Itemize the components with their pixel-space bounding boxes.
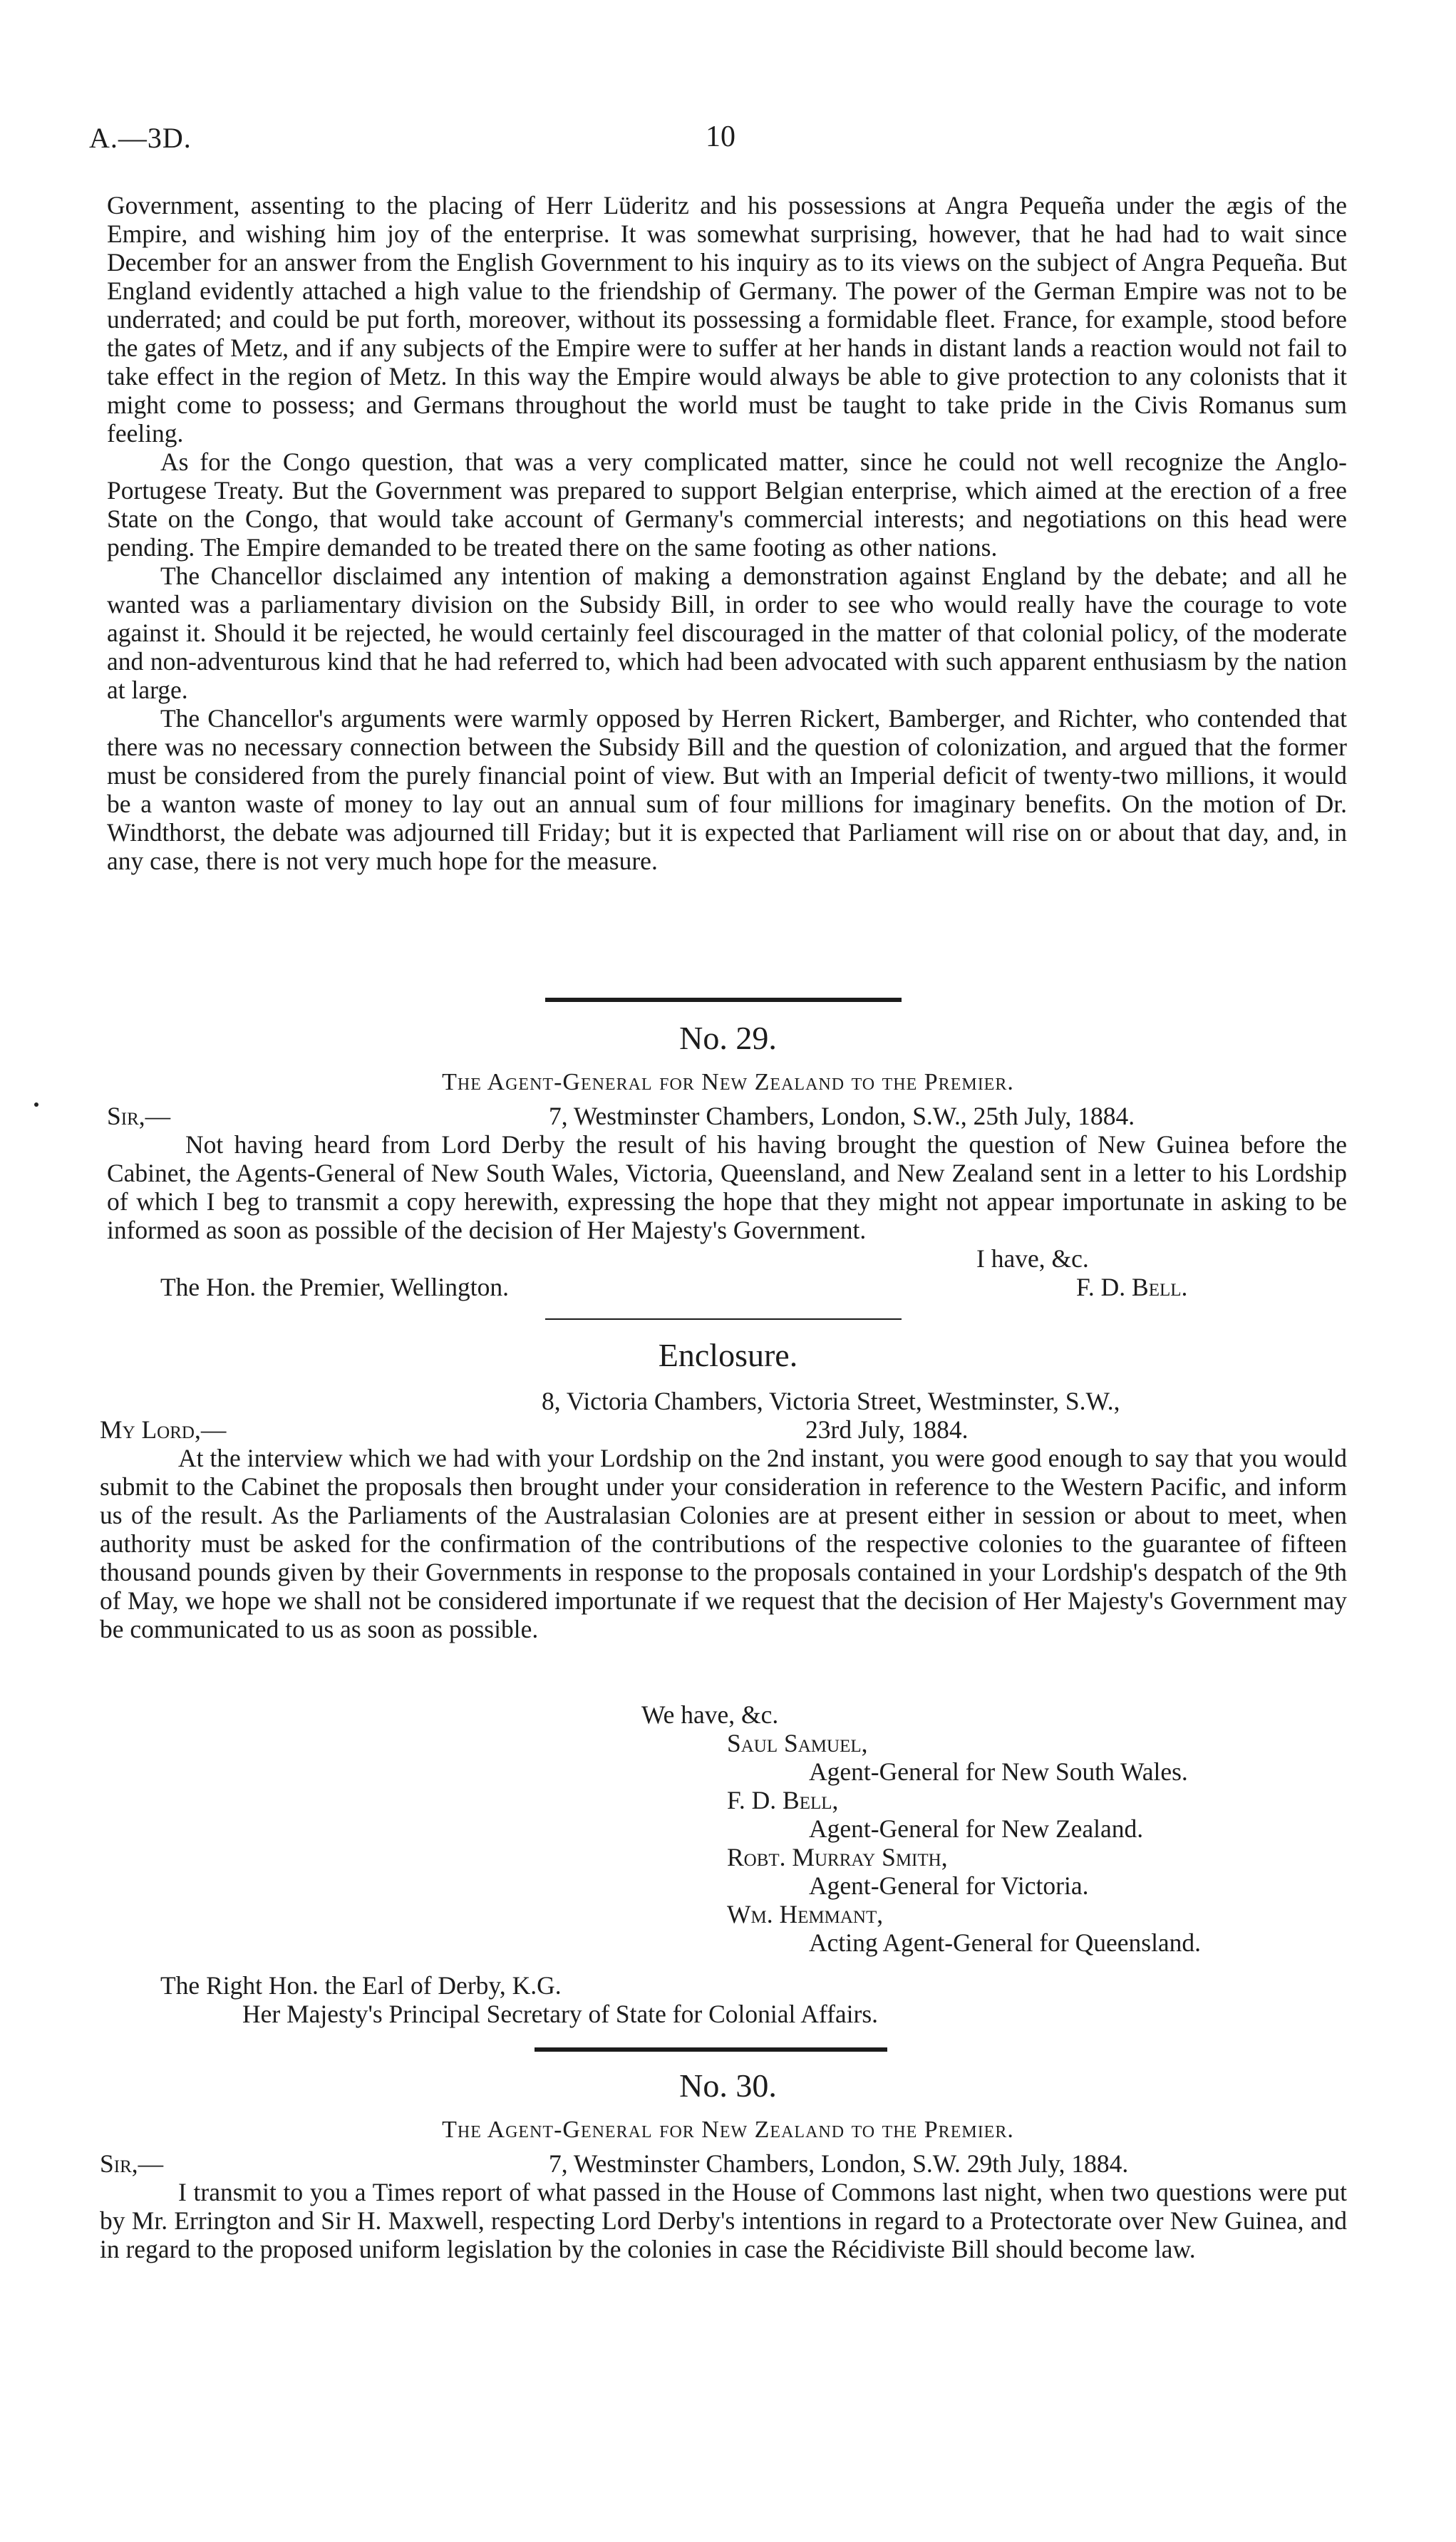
signatory-title: Agent-General for New South Wales. [809,1757,1188,1786]
paragraph: Not having heard from Lord Derby the result of his having brought the question of New Guinea before the Cabinet, the Agents-General of New South Wales, Victoria, Queensland, and New Zealand sent in a letter to his Lordship of which I beg to transmit a copy herewith, expressing the hope that they might not appear importunate in asking to be informed as soon as possible of the decision of Her Majesty's Government. [107,1130,1347,1244]
enclosure-address: 8, Victoria Chambers, Victoria Street, Westminster, S.W., [542,1387,1120,1415]
page-number: 10 [706,120,735,153]
letter-address: 7, Westminster Chambers, London, S.W., 25th July, 1884. [549,1102,1135,1130]
paragraph: At the interview which we had with your Lordship on the 2nd instant, you were good enough to say that you would submit to the Cabinet the proposals then brought under your consideration in reference to the Western Pacific, and inform us of the result. As the Parliaments of the Australasian Colonies are at present either in session or about to meet, when authority must be asked for the confirmation of the contributions of the respective colonies to the guarantee of fifteen thousand pounds given by their Governments in response to the proposals contained in your Lordship's despatch of the 9th of May, we hope we shall not be considered importunate if we request that the decision of Her Majesty's Government may be communicated to us as soon as possible. [100,1444,1347,1643]
enclosure-body [100,1444,1347,1643]
section-divider [545,1318,902,1320]
signatory-name: Saul Samuel, [727,1729,868,1757]
continuation-text [107,191,1347,875]
enclosure-heading: Enclosure. [658,1337,798,1373]
addressee: The Hon. the Premier, Wellington. [160,1273,510,1301]
paragraph: The Chancellor's arguments were warmly opposed by Herren Rickert, Bamberger, and Richter, who contended that there was no necessary connection between the Subsidy Bill and the question of colonization, and argued that the former must be considered from the purely financial point of view. But with an Imperial deficit of twenty-two millions, it would be a wanton waste of money to lay out an annual sum of four millions for imaginary benefits. On the motion of Dr. Windthorst, the debate was adjourned till Friday; but it is expected that Parliament will rise on or about that day, and, in any case, there is not very much hope for the measure. [107,704,1347,875]
signature: F. D. Bell. [1076,1273,1188,1301]
salutation: Sir,— [100,2149,164,2178]
letter-number: No. 30. [679,2067,777,2104]
addressee: The Right Hon. the Earl of Derby, K.G. [160,1971,562,2000]
letter-body [107,1130,1347,1244]
signatory-name: Wm. Hemmant, [727,1900,884,1928]
signatory-title: Acting Agent-General for Queensland. [809,1928,1202,1957]
salutation: My Lord,— [100,1415,227,1444]
section-divider [545,998,902,1002]
signatory-name: Robt. Murray Smith, [727,1843,948,1871]
addressee-title: Her Majesty's Principal Secretary of State for Colonial Affairs. [242,2000,879,2028]
letter-title: The Agent-General for New Zealand to the Premier. [442,1069,1014,1095]
enclosure-date: 23rd July, 1884. [805,1415,969,1444]
salutation: Sir,— [107,1102,171,1130]
margin-mark [34,1102,38,1107]
paragraph: I transmit to you a Times report of what passed in the House of Commons last night, when two questions were put by Mr. Errington and Sir H. Maxwell, respecting Lord Derby's intentions in regard to a Protectorate over New Guinea, and in regard to the proposed uniform legislation by the colonies in case the Récidiviste Bill should become law. [100,2178,1347,2263]
paragraph: The Chancellor disclaimed any intention of making a demonstration against England by the debate; and all he wanted was a parliamentary division on the Subsidy Bill, in order to see who would really have the courage to vote against it. Should it be rejected, he would certainly feel discouraged in the matter of that colonial policy, of the moderate and non-adventurous kind that he had referred to, which had been advocated with such apparent enthusiasm by the nation at large. [107,562,1347,704]
signatory-name: F. D. Bell, [727,1786,839,1814]
letter-address: 7, Westminster Chambers, London, S.W. 29th July, 1884. [549,2149,1129,2178]
signatory-title: Agent-General for Victoria. [809,1871,1089,1900]
closing: We have, &c. [641,1700,779,1729]
signatory-title: Agent-General for New Zealand. [809,1814,1144,1843]
letter-body [100,2178,1347,2263]
letter-title: The Agent-General for New Zealand to the Premier. [442,2117,1014,2143]
document-reference: A.—3D. [89,122,192,154]
letter-number: No. 29. [679,1020,777,1056]
section-divider [535,2047,887,2052]
paragraph: As for the Congo question, that was a very complicated matter, since he could not well recognize the Anglo-Portugese Treaty. But the Government was prepared to support Belgian enterprise, which aimed at the erection of a free State on the Congo, that would take account of Germany's commercial interests; and negotiations on this head were pending. The Empire demanded to be treated there on the same footing as other nations. [107,448,1347,562]
closing: I have, &c. [976,1244,1089,1273]
paragraph: Government, assenting to the placing of Herr Lüderitz and his possessions at Angra Pequeña under the ægis of the Empire, and wishing him joy of the enterprise. It was somewhat surprising, however, that he had had to wait since December for an answer from the English Government to his inquiry as to its views on the subject of Angra Pequeña. But England evidently attached a high value to the friendship of Germany. The power of the German Empire was not to be underrated; and could be put forth, moreover, without its possessing a formidable fleet. France, for example, stood before the gates of Metz, and if any subjects of the Empire were to suffer at her hands in distant lands a reaction would not fail to take effect in the region of Metz. In this way the Empire would always be able to give protection to any colonists that it might come to possess; and Germans throughout the world must be taught to take pride in the Civis Romanus sum feeling. [107,191,1347,448]
